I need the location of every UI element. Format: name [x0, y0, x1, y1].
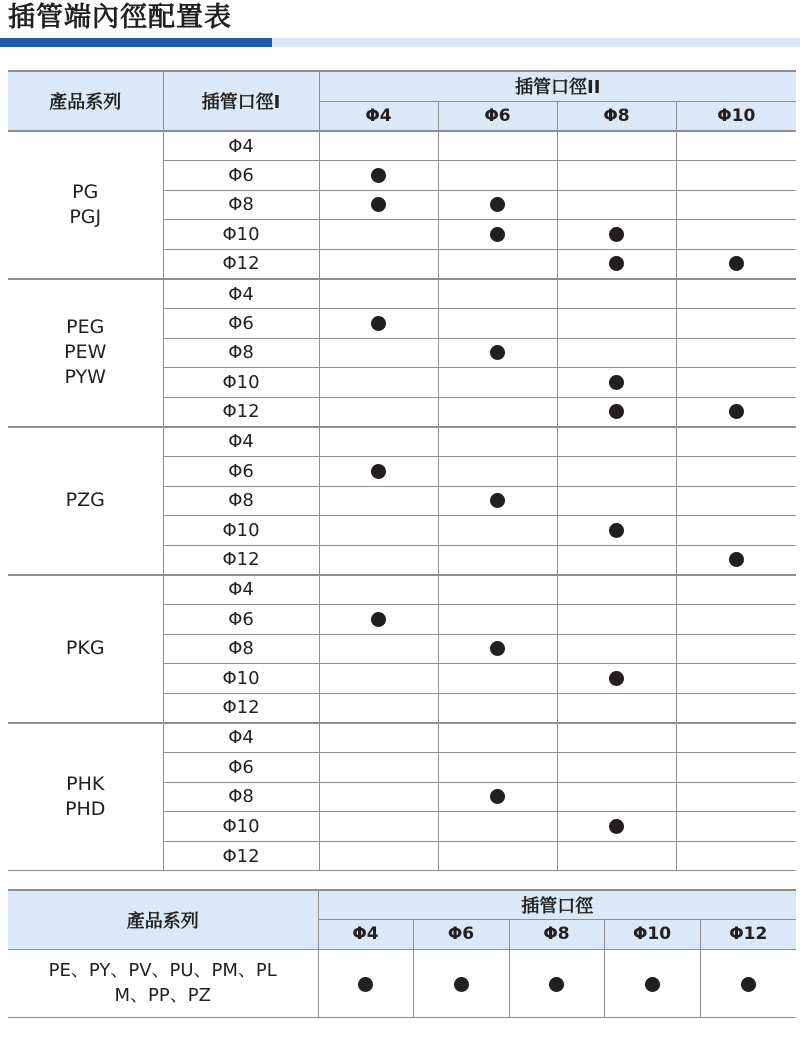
match-cell [319, 397, 438, 427]
bore-1-cell: Φ12 [163, 397, 319, 427]
header-bore-2: 插管口徑II [319, 71, 796, 101]
match-cell [438, 338, 557, 368]
bore-1-cell: Φ4 [163, 575, 319, 605]
match-cell [438, 841, 557, 871]
match-cell [319, 190, 438, 220]
match-cell [319, 516, 438, 546]
match-cell [438, 605, 557, 635]
match-cell [438, 545, 557, 575]
compatibility-dot [490, 641, 505, 656]
size-header: Φ10 [604, 919, 700, 949]
match-cell [676, 664, 796, 694]
match-cell [319, 841, 438, 871]
compatibility-dot [609, 227, 624, 242]
match-cell [438, 486, 557, 516]
match-cell [319, 368, 438, 398]
size-header: Φ8 [557, 101, 676, 131]
match-cell [509, 949, 604, 1017]
match-cell [319, 812, 438, 842]
match-cell [676, 812, 796, 842]
compatibility-dot [454, 977, 469, 992]
match-cell [557, 131, 676, 161]
match-cell [557, 397, 676, 427]
compatibility-dot [490, 789, 505, 804]
bore-1-cell: Φ10 [163, 812, 319, 842]
match-cell [557, 605, 676, 635]
compatibility-dot [371, 612, 386, 627]
match-cell [319, 309, 438, 339]
compatibility-dot [371, 168, 386, 183]
compatibility-dot [371, 316, 386, 331]
match-cell [557, 220, 676, 250]
match-cell [676, 693, 796, 723]
single-bore-table [8, 889, 796, 1018]
match-cell [438, 812, 557, 842]
compatibility-dot [609, 819, 624, 834]
match-cell [438, 575, 557, 605]
match-cell [438, 782, 557, 812]
match-cell [319, 752, 438, 782]
size-header: Φ10 [676, 101, 796, 131]
match-cell [676, 575, 796, 605]
match-cell [319, 338, 438, 368]
match-cell [676, 516, 796, 546]
match-cell [676, 161, 796, 191]
match-cell [557, 545, 676, 575]
match-cell [438, 516, 557, 546]
match-cell [557, 190, 676, 220]
table-row [8, 131, 796, 161]
series-name: PHD [65, 798, 106, 821]
series-line: PE、PY、PV、PU、PM、PL [48, 960, 277, 981]
match-cell [557, 782, 676, 812]
bore-1-cell: Φ12 [163, 841, 319, 871]
compatibility-dot [729, 552, 744, 567]
bore-1-cell: Φ10 [163, 516, 319, 546]
table-row [8, 575, 796, 605]
bore-1-cell: Φ12 [163, 693, 319, 723]
series-cell [8, 723, 163, 871]
match-cell [676, 338, 796, 368]
match-cell [438, 190, 557, 220]
match-cell [557, 457, 676, 487]
match-cell [676, 634, 796, 664]
match-cell [319, 279, 438, 309]
match-cell [676, 309, 796, 339]
compatibility-dot [371, 464, 386, 479]
match-cell [319, 664, 438, 694]
header-series: 產品系列 [8, 71, 163, 131]
compatibility-dot [645, 977, 660, 992]
match-cell [676, 752, 796, 782]
match-cell [319, 634, 438, 664]
compatibility-dot [609, 256, 624, 271]
match-cell [557, 723, 676, 753]
match-cell [438, 397, 557, 427]
match-cell [676, 457, 796, 487]
match-cell [438, 693, 557, 723]
match-cell [557, 309, 676, 339]
bore-1-cell: Φ10 [163, 664, 319, 694]
match-cell [438, 752, 557, 782]
series-name: PG [72, 180, 99, 203]
match-cell [557, 664, 676, 694]
compatibility-dot [609, 375, 624, 390]
header-bore-all: 插管口徑 [318, 890, 796, 919]
match-cell [557, 427, 676, 457]
bore-1-cell: Φ4 [163, 131, 319, 161]
match-cell [557, 812, 676, 842]
match-cell [438, 427, 557, 457]
bore-1-cell: Φ4 [163, 427, 319, 457]
match-cell [319, 131, 438, 161]
size-header: Φ12 [700, 919, 796, 949]
match-cell [557, 693, 676, 723]
match-cell [319, 427, 438, 457]
match-cell [319, 161, 438, 191]
series-name: PHK [66, 773, 105, 796]
compatibility-dot [741, 977, 756, 992]
series-name: PYW [64, 366, 106, 389]
series-name: PKG [65, 637, 105, 660]
bore-1-cell: Φ4 [163, 723, 319, 753]
table-row [8, 427, 796, 457]
series-name: PZG [65, 489, 105, 512]
compatibility-dot [729, 256, 744, 271]
title-underline-light [272, 38, 800, 47]
compatibility-dot [729, 404, 744, 419]
compatibility-dot [358, 977, 373, 992]
match-cell [676, 368, 796, 398]
bore-1-cell: Φ6 [163, 309, 319, 339]
bore-1-cell: Φ12 [163, 545, 319, 575]
bore-1-cell: Φ6 [163, 161, 319, 191]
match-cell [676, 397, 796, 427]
size-header: Φ6 [413, 919, 509, 949]
series-cell [8, 427, 163, 575]
match-cell [557, 486, 676, 516]
series-line: M、PP、PZ [114, 985, 211, 1006]
match-cell [413, 949, 509, 1017]
size-header: Φ8 [509, 919, 604, 949]
title-underline [0, 38, 800, 47]
match-cell [319, 249, 438, 279]
bore-1-cell: Φ8 [163, 486, 319, 516]
compatibility-dot [490, 345, 505, 360]
series-name: PEW [64, 341, 107, 364]
match-cell [438, 220, 557, 250]
compatibility-dot [609, 523, 624, 538]
match-cell [557, 752, 676, 782]
title-underline-dark [0, 38, 272, 47]
bore-1-cell: Φ8 [163, 782, 319, 812]
bore-1-cell: Φ8 [163, 190, 319, 220]
compatibility-dot [490, 197, 505, 212]
size-header: Φ4 [319, 101, 438, 131]
match-cell [604, 949, 700, 1017]
bore-1-cell: Φ8 [163, 338, 319, 368]
match-cell [438, 664, 557, 694]
match-cell [676, 131, 796, 161]
series-name: PEG [66, 316, 105, 339]
size-header: Φ4 [318, 919, 413, 949]
match-cell [676, 279, 796, 309]
series-name: PGJ [69, 205, 102, 228]
compatibility-dot [609, 671, 624, 686]
match-cell [676, 782, 796, 812]
compatibility-dot [609, 404, 624, 419]
match-cell [438, 131, 557, 161]
match-cell [676, 249, 796, 279]
match-cell [438, 249, 557, 279]
match-cell [438, 309, 557, 339]
compatibility-dot [549, 977, 564, 992]
header-bore-1: 插管口徑I [163, 71, 319, 131]
match-cell [676, 220, 796, 250]
match-cell [676, 605, 796, 635]
match-cell [318, 949, 413, 1017]
match-cell [557, 249, 676, 279]
match-cell [557, 516, 676, 546]
bore-1-cell: Φ6 [163, 605, 319, 635]
match-cell [557, 368, 676, 398]
match-cell [438, 723, 557, 753]
match-cell [438, 457, 557, 487]
match-cell [438, 634, 557, 664]
bore-1-cell: Φ6 [163, 457, 319, 487]
match-cell [557, 338, 676, 368]
match-cell [557, 841, 676, 871]
series-cell [8, 131, 163, 279]
match-cell [700, 949, 796, 1017]
header-series-2: 產品系列 [8, 890, 318, 949]
match-cell [319, 575, 438, 605]
bore-1-cell: Φ12 [163, 249, 319, 279]
match-cell [557, 575, 676, 605]
bore-1-cell: Φ8 [163, 634, 319, 664]
match-cell [438, 279, 557, 309]
match-cell [319, 486, 438, 516]
match-cell [676, 486, 796, 516]
match-cell [319, 605, 438, 635]
match-cell [557, 634, 676, 664]
bore-config-table [8, 70, 796, 871]
match-cell [676, 841, 796, 871]
match-cell [676, 545, 796, 575]
size-header: Φ6 [438, 101, 557, 131]
match-cell [319, 220, 438, 250]
match-cell [319, 723, 438, 753]
bore-1-cell: Φ4 [163, 279, 319, 309]
series-cell-2 [8, 949, 318, 1017]
compatibility-dot [490, 493, 505, 508]
match-cell [319, 457, 438, 487]
match-cell [557, 279, 676, 309]
match-cell [676, 190, 796, 220]
bore-1-cell: Φ10 [163, 368, 319, 398]
table-row [8, 279, 796, 309]
match-cell [438, 161, 557, 191]
compatibility-dot [371, 197, 386, 212]
match-cell [676, 723, 796, 753]
match-cell [438, 368, 557, 398]
match-cell [319, 545, 438, 575]
table-row [8, 723, 796, 753]
series-cell [8, 575, 163, 723]
match-cell [676, 427, 796, 457]
match-cell [319, 782, 438, 812]
bore-1-cell: Φ10 [163, 220, 319, 250]
match-cell [319, 693, 438, 723]
compatibility-dot [490, 227, 505, 242]
match-cell [557, 161, 676, 191]
bore-1-cell: Φ6 [163, 752, 319, 782]
series-cell [8, 279, 163, 427]
page-title: 插管端內徑配置表 [8, 2, 232, 33]
